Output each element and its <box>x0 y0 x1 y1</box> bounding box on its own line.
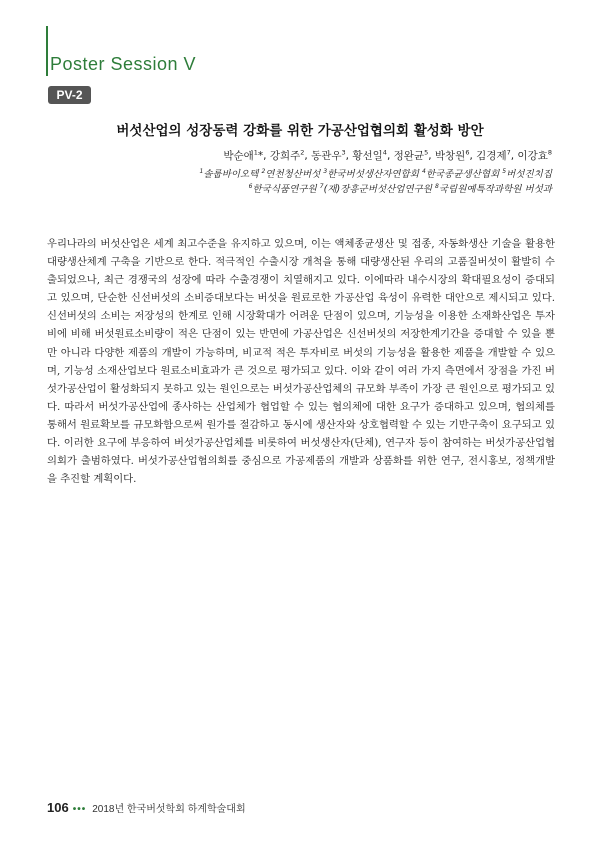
abstract-text: 우리나라의 버섯산업은 세계 최고수준을 유지하고 있으며, 이는 액체종균생산 및 접종, 자동화생산 기술을 활용한 대량생산체계 구축을 기반으로 한다. 적극적인 수출시장 개척을 통해 대량생산된 우리의 고품질버섯이 활발히 수출되었으나, 최근 경쟁국의 성장에 따라 수출경쟁이 치열해지고 있다. 이에따라 내수시장의 확대필요성이 증대되고 있으며, 단순한 신선버섯의 소비증대보다는 버섯을 원료로한 가공산업 육성이 유력한 대안으로 제시되고 있다. 신선버섯의 소비는 저장성의 한계로 인해 시장확대가 어려운 단점이 있으며, 기능성을 이용한 소재화산업은 투자비에 비해 버섯원료소비량이 적은 단점이 있는 반면에 가공산업은 신선버섯의 저장한계기간을 증대할 수 있을 뿐만 아니라 다양한 제품의 개발이 가능하며, 비교적 적은 투자비로 버섯의 기능성을 활용한 제품을 개발할 수 있으며, 기능성 소재산업보다 원료소비효과가 큰 것으로 평가되고 있다. 이와 같이 여러 가지 측면에서 장점을 가진 버섯가공산업이 활성화되지 못하고 있는 원인으로는 버섯가공산업체의 규모화 부족이 가장 큰 원인으로 평가되고 있다. 따라서 버섯가공산업에 종사하는 산업체가 협업할 수 있는 협의체에 대한 요구가 증대하고 있으며, 협의체를 통해서 원료확보를 규모화함으로써 원가를 절감하고 동시에 생산자와 상호협력할 수 있는 기반구축이 요구되고 있다. 이러한 요구에 부응하여 버섯가공산업체를 비롯하여 버섯생산자(단체), 연구자 등이 참여하는 버섯가공산업협의회가 출범하였다. 버섯가공산업협의회를 중심으로 가공제품의 개발과 상품화를 위한 연구, 전시홍보, 정책개발을 추진할 계획이다. <box>47 238 555 486</box>
corresponding-mark: * <box>257 150 264 162</box>
author-name: 정완균 <box>393 150 425 162</box>
author <box>270 150 305 162</box>
affil-sup: 1 <box>199 167 204 175</box>
session-accent-bar <box>46 26 48 76</box>
author-affil-sup: 5 <box>424 148 429 157</box>
affiliation: 한국종균생산협회 <box>425 169 500 180</box>
affil-sup: 2 <box>261 167 266 175</box>
affiliation: 국립원예특작과학원 버섯과 <box>438 184 552 195</box>
session-title: Poster Session V <box>50 54 197 74</box>
author-name: 박순애 <box>223 150 254 162</box>
page-number: 106 <box>47 800 69 815</box>
author-affil-sup: 2 <box>300 148 305 157</box>
affil-sup: 6 <box>248 182 253 190</box>
author <box>352 150 387 162</box>
author-affil-sup: 6 <box>465 148 470 157</box>
author <box>476 150 511 162</box>
author-name: 이강효 <box>517 150 548 162</box>
author <box>223 150 263 162</box>
paper-title: 버섯산업의 성장동력 강화를 위한 가공산업협의회 활성화 방안 <box>116 123 484 139</box>
affil-sup: 8 <box>435 182 439 190</box>
author-affil-sup: 7 <box>506 148 511 157</box>
affiliation: 한국버섯생산자연합회 <box>327 169 419 180</box>
affiliation: 버섯진치집 <box>506 169 552 180</box>
author-affil-sup: 4 <box>382 148 387 157</box>
footer-dots: ••• <box>72 804 87 815</box>
author <box>394 150 429 162</box>
author-name: 강희주 <box>269 150 301 162</box>
affil-sup: 7 <box>319 182 324 190</box>
affiliation: (재)장흥군버섯산업연구원 <box>323 184 432 195</box>
affiliation-line-1 <box>200 166 552 180</box>
affil-sup: 5 <box>502 167 507 175</box>
author-list: 박순애$^1$*, 강희주$^2$, 동관우$^3$, 황선일$^4$, 정완균$^5$, 박창원$^6$, 김경제$^7$, 이강효$^8$ <box>223 148 552 162</box>
affil-sup: 3 <box>323 167 328 175</box>
affiliation-line-2 <box>249 181 552 195</box>
affiliation: 솔룹바이오텍 <box>203 169 259 180</box>
affiliation: 한국식품연구원 <box>252 184 317 195</box>
author-name: 황선일 <box>352 150 383 162</box>
author-name: 박창원 <box>434 150 466 162</box>
author-affil-sup: 8 <box>547 148 552 157</box>
author-name: 동관우 <box>311 150 342 162</box>
conference-name: 2018년 한국버섯학회 하계학술대회 <box>92 804 246 815</box>
poster-id-badge: PV-2 <box>48 86 91 104</box>
author <box>435 150 470 162</box>
author <box>311 150 346 162</box>
author-affil-sup: 1 <box>253 148 258 157</box>
page-footer <box>47 800 246 815</box>
author-affil-sup: 3 <box>341 148 346 157</box>
author-name: 김경제 <box>476 150 507 162</box>
affiliation: 연천청산버섯 <box>265 169 321 180</box>
affil-sup: 4 <box>422 167 426 175</box>
author <box>517 150 552 162</box>
